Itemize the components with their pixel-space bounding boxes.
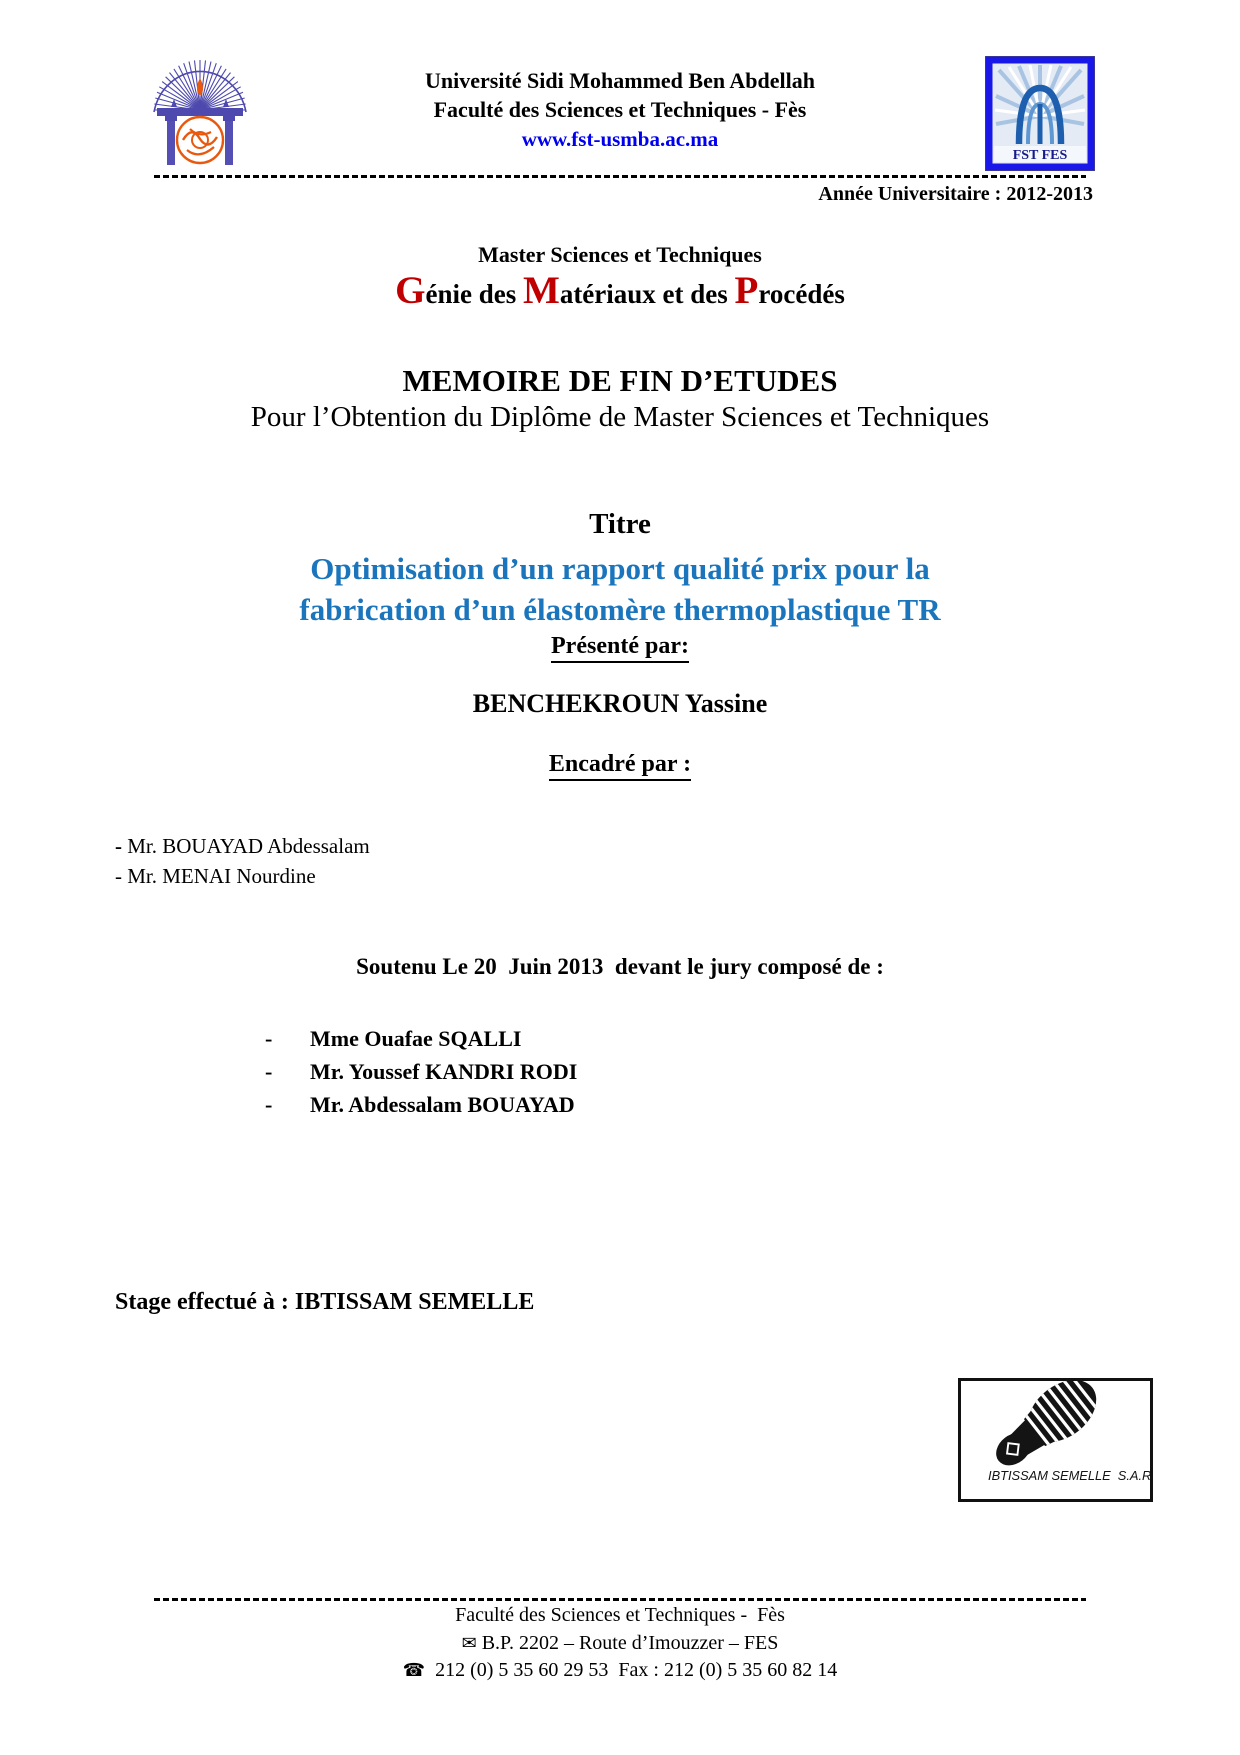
- specialty-initial-m: M: [523, 269, 560, 312]
- jury-list: [265, 1022, 1240, 1121]
- defense-line: Soutenu Le 20 Juin 2013 devant le jury composé de :: [356, 953, 884, 979]
- program-name: Master Sciences et Techniques: [478, 242, 762, 267]
- shoe-sole-icon: [961, 1381, 1150, 1499]
- memoire-heading: MEMOIRE DE FIN D’ETUDES: [402, 363, 838, 398]
- thesis-title: [0, 549, 1240, 631]
- title-label: Titre: [589, 508, 651, 540]
- phone-icon: ☎: [402, 1660, 426, 1682]
- faculty-name: Faculté des Sciences et Techniques - Fès: [433, 97, 807, 123]
- internship-line: Stage effectué à : IBTISSAM SEMELLE: [115, 1288, 535, 1315]
- advisor-item: - Mr. BOUAYAD Abdessalam: [115, 833, 370, 858]
- presented-by-label: Présenté par:: [0, 633, 1240, 663]
- footer-phone: ☎ 212 (0) 5 35 60 29 53 Fax : 212 (0) 5 35 60 82 14: [402, 1659, 838, 1682]
- university-name: Université Sidi Mohammed Ben Abdellah: [425, 68, 815, 93]
- fst-fes-logo-icon: [985, 56, 1095, 171]
- jury-member: - Mme Ouafae SQALLI: [265, 1025, 522, 1051]
- mail-icon: ✉: [461, 1632, 477, 1654]
- fst-fes-caption: FST FES: [1012, 148, 1068, 163]
- thesis-title-line2: fabrication d’un élastomère thermoplastique TR: [299, 591, 941, 627]
- dashed-divider-bottom: [154, 1598, 1086, 1601]
- website-link[interactable]: www.fst-usmba.ac.ma: [521, 127, 719, 152]
- usmba-logo-icon: [145, 50, 255, 170]
- jury-member: - Mr. Youssef KANDRI RODI: [265, 1058, 578, 1084]
- memoire-subheading: Pour l’Obtention du Diplôme de Master Sciences et Techniques: [250, 401, 990, 433]
- specialty-initial-g: G: [395, 269, 426, 312]
- footer-address: ✉ B.P. 2202 – Route d’Imouzzer – FES: [461, 1631, 779, 1654]
- program-specialty: Génie des Matériaux et des Procédés: [395, 269, 845, 312]
- company-logo-caption: IBTISSAM SEMELLE S.A.R.L: [988, 1467, 1150, 1483]
- thesis-title-line1: Optimisation d’un rapport qualité prix pour la: [310, 551, 930, 586]
- company-logo: [958, 1378, 1153, 1502]
- dashed-divider-top: [154, 175, 1086, 178]
- author-name: BENCHEKROUN Yassine: [472, 688, 768, 718]
- jury-member: - Mr. Abdessalam BOUAYAD: [265, 1091, 575, 1117]
- footer: [0, 1598, 1240, 1684]
- specialty-initial-p: P: [734, 269, 759, 312]
- academic-year: Année Universitaire : 2012-2013: [818, 183, 1093, 205]
- footer-faculty: Faculté des Sciences et Techniques - Fès: [455, 1604, 785, 1626]
- supervised-by-label: Encadré par :: [0, 751, 1240, 781]
- header: [145, 0, 1095, 171]
- advisor-item: - Mr. MENAI Nourdine: [115, 864, 316, 889]
- advisors-list: [115, 831, 1240, 892]
- header-text: [255, 50, 985, 155]
